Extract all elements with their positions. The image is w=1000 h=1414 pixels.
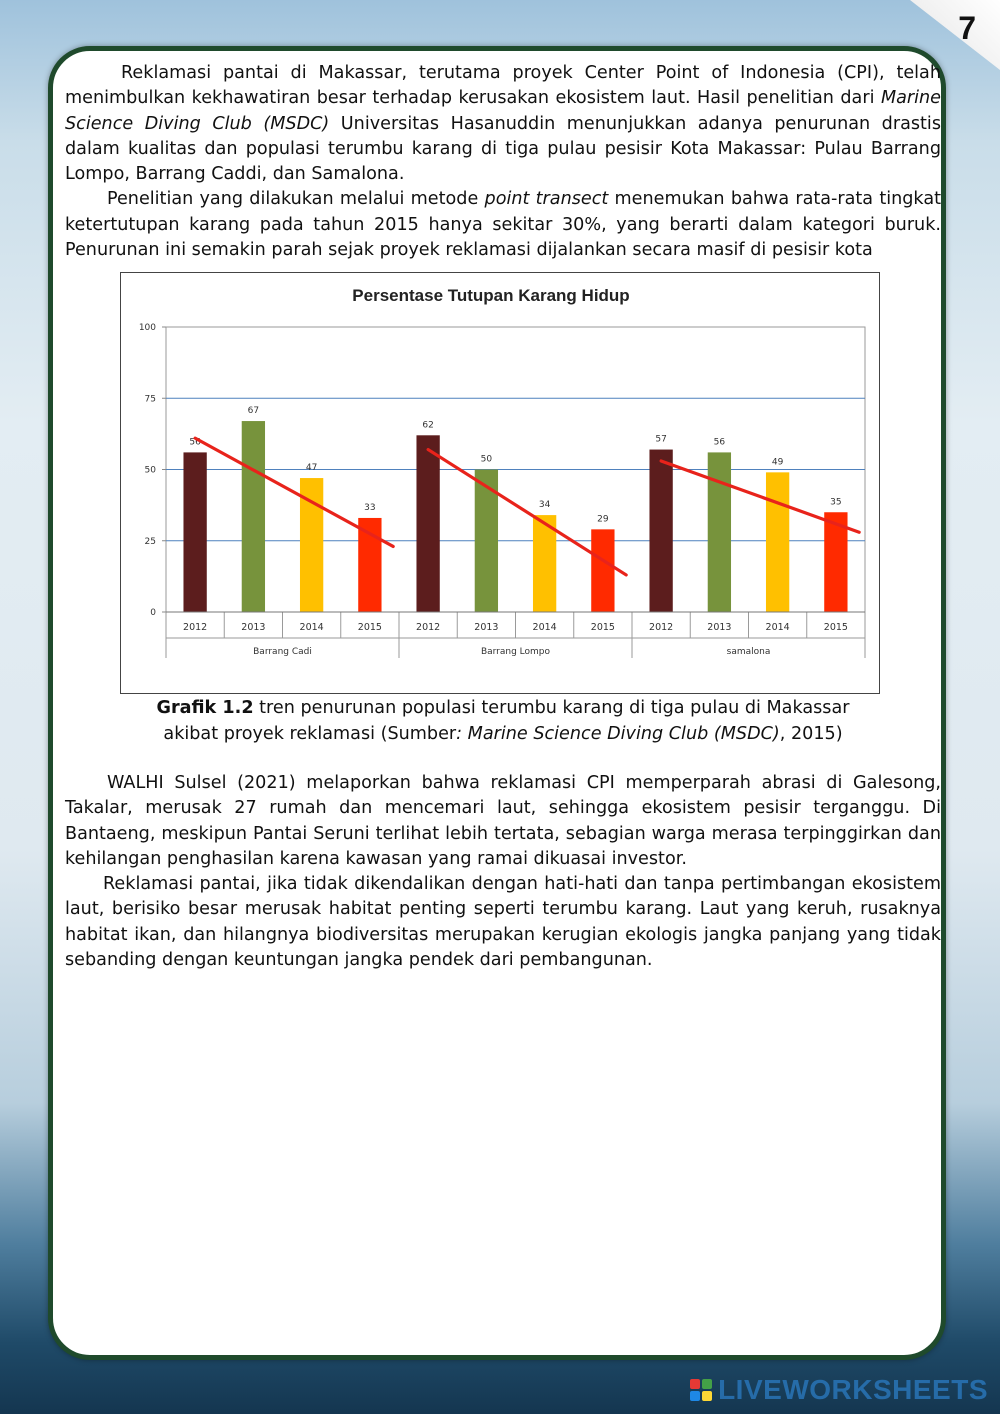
- x-tick-label: 2012: [183, 622, 208, 634]
- trend-line: [195, 439, 393, 547]
- page-number: 7: [958, 10, 976, 46]
- paragraph-2: Penelitian yang dilakukan melalui metode point transect menemukan bahwa rata-rata tingkat ketertutupan karang pada tahun 2015 hanya sekitar 30%, yang berarti dalam kategori buruk. Penurunan ini semakin parah sejak proyek reklamasi dijalankan secara masif di pesisir kota: [65, 189, 941, 261]
- x-tick-label: 2014: [532, 622, 557, 634]
- y-tick-label: 100: [138, 323, 156, 334]
- group-label: Barrang Cadi: [253, 647, 312, 658]
- bar-value-label: 56: [713, 437, 726, 448]
- bar-value-label: 35: [830, 497, 842, 508]
- bar: [708, 453, 731, 613]
- paragraph-3: WALHI Sulsel (2021) melaporkan bahwa reklamasi CPI memperparah abrasi di Galesong, Takalar, merusak 27 rumah dan mencemari laut, sehingga ekosistem pesisir terganggu. Di Bantaeng, meskipun Pantai Seruni terlihat lebih tertata, sebagian warga merasa terpinggirkan dan kehilangan penghasilan karena kawasan yang ramai dikuasai investor.: [65, 772, 941, 869]
- y-tick-label: 50: [144, 465, 156, 476]
- group-label: samalona: [726, 647, 771, 658]
- bar: [649, 450, 672, 612]
- paragraph-4: Reklamasi pantai, jika tidak dikendalikan dengan hati-hati dan tanpa pertimbangan ekosistem laut, berisiko besar merusak habitat penting seperti terumbu karang. Laut yang keruh, rusaknya habitat ikan, dan hilangnya biodiversitas merupakan kerugian ekologis jangka panjang yang tidak sebanding dengan keuntungan jangka pendek dari pembangunan.: [65, 874, 941, 971]
- y-tick-label: 75: [144, 394, 156, 405]
- paragraph-1: Reklamasi pantai di Makassar, terutama proyek Center Point of Indonesia (CPI), telah menimbulkan kekhawatiran besar terhadap kerusakan ekosistem laut. Hasil penelitian dari Marine Science Diving Club (MSDC) Universitas Hasanuddin menunjukkan adanya penurunan drastis dalam kualitas dan populasi terumbu karang di tiga pulau pesisir Kota Makassar: Pulau Barrang Lompo, Barrang Caddi, dan Samalona.: [65, 63, 941, 185]
- group-label: Barrang Lompo: [480, 647, 551, 658]
- y-tick-label: 25: [144, 537, 156, 548]
- bar: [242, 421, 265, 612]
- chart-caption: Grafik 1.2 tren penurunan populasi terumbu karang di tiga pulau di Makassar akibat proyek reklamasi (Sumber: Marine Science Diving Club (MSDC), 2015): [156, 698, 850, 744]
- x-tick-label: 2012: [416, 622, 441, 634]
- watermark-text: LIVEWORKSHEETS: [718, 1374, 988, 1405]
- x-tick-label: 2015: [823, 622, 848, 634]
- bar-value-label: 49: [771, 457, 784, 468]
- x-tick-label: 2013: [707, 622, 732, 634]
- bar-value-label: 33: [364, 503, 376, 514]
- y-tick-label: 0: [150, 608, 156, 619]
- x-tick-label: 2013: [241, 622, 266, 634]
- bar-value-label: 57: [655, 434, 667, 445]
- x-tick-label: 2015: [590, 622, 615, 634]
- x-tick-label: 2014: [299, 622, 324, 634]
- bar: [183, 453, 206, 613]
- bar: [591, 530, 614, 613]
- content-card: [48, 46, 946, 1360]
- bar-value-label: 62: [422, 420, 434, 431]
- bar: [416, 436, 439, 613]
- bar-value-label: 34: [538, 500, 551, 511]
- chart-title: Persentase Tutupan Karang Hidup: [352, 286, 630, 306]
- x-tick-label: 2015: [357, 622, 382, 634]
- chart-trend-lines: [195, 439, 859, 576]
- chart-svg: [121, 273, 879, 693]
- coral-cover-chart: [120, 272, 880, 694]
- x-tick-label: 2013: [474, 622, 499, 634]
- chart-bars: [183, 421, 847, 612]
- x-tick-label: 2014: [765, 622, 790, 634]
- liveworksheets-logo-icon: [690, 1379, 712, 1401]
- bar-value-label: 56: [189, 437, 201, 448]
- trend-line: [428, 450, 626, 575]
- liveworksheets-watermark: [690, 1374, 988, 1406]
- bar-value-label: 47: [305, 463, 318, 474]
- chart-gridlines: [166, 327, 865, 612]
- article-body: [65, 61, 941, 973]
- bar-value-label: 29: [597, 514, 609, 525]
- x-tick-label: 2012: [649, 622, 674, 634]
- bar-value-label: 50: [480, 454, 493, 465]
- bar: [766, 473, 789, 613]
- bar-value-label: 67: [247, 406, 260, 417]
